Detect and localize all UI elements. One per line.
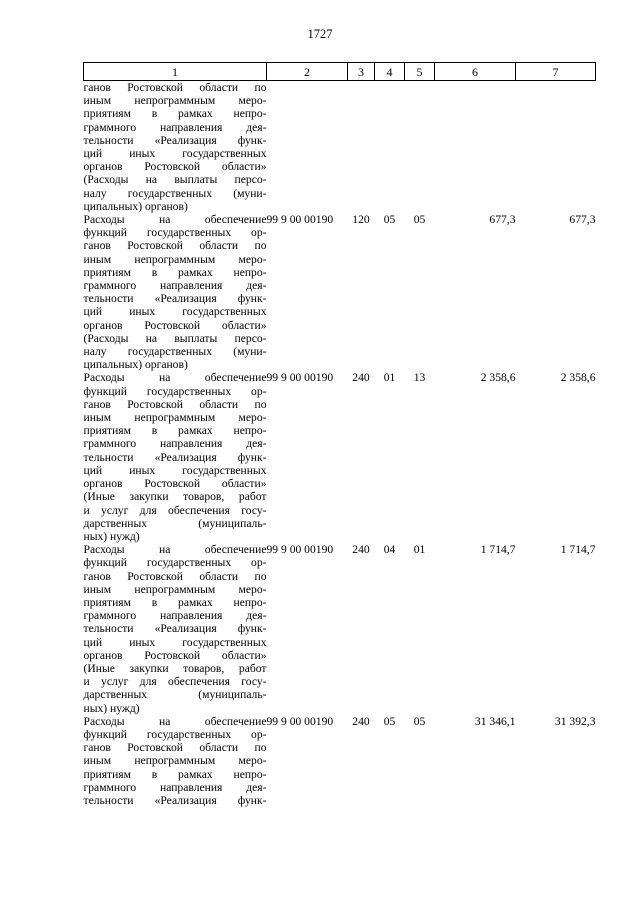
description-line: ных) нужд) bbox=[83, 529, 140, 543]
column-header-6: 6 bbox=[435, 63, 516, 81]
description-line: (Расходы на выплаты персо- bbox=[83, 331, 267, 345]
description-line: иным непрограммным меро- bbox=[83, 411, 267, 425]
column-header-4: 4 bbox=[375, 63, 405, 81]
description-line: Расходы на обеспечение bbox=[83, 714, 267, 728]
amount-year-1 bbox=[435, 81, 516, 214]
section-code: 05 bbox=[383, 213, 396, 227]
row-description bbox=[84, 371, 267, 543]
description-line: приятиям в рамках непро- bbox=[83, 424, 267, 438]
row-description bbox=[84, 81, 267, 214]
description-line: приятиям в рамках непро- bbox=[83, 595, 267, 609]
description-line: ганов Ростовской области по bbox=[83, 239, 267, 253]
description-line: (Расходы на выплаты персо- bbox=[83, 173, 267, 187]
description-line: ных) нужд) bbox=[83, 701, 140, 715]
description-line: граммного направления дея- bbox=[83, 120, 267, 134]
description-line: ций иных государственных bbox=[83, 147, 267, 161]
description-line: функций государственных ор- bbox=[83, 226, 267, 240]
description-line: ганов Ростовской области по bbox=[83, 569, 267, 583]
description-line: органов Ростовской области» bbox=[83, 160, 267, 174]
expense-type-code: 240 bbox=[352, 543, 370, 557]
description-line: ганов Ростовской области по bbox=[83, 81, 267, 94]
section-code: 01 bbox=[383, 371, 396, 385]
description-line: налу государственных (муни- bbox=[83, 186, 267, 200]
description-line: иным непрограммным меро- bbox=[83, 582, 267, 596]
amount-year-2: 31 392,3 bbox=[554, 714, 596, 728]
description-line: ций иных государственных bbox=[83, 463, 267, 477]
target-article-code bbox=[267, 81, 348, 214]
description-line: органов Ростовской области» bbox=[83, 477, 267, 491]
amount-year-1: 1 714,7 bbox=[480, 543, 516, 557]
description-line: приятиям в рамках непро- bbox=[83, 265, 267, 279]
budget-table bbox=[83, 62, 596, 807]
description-line: ций иных государственных bbox=[83, 635, 267, 649]
column-header-3: 3 bbox=[348, 63, 375, 81]
description-line: ципальных) органов) bbox=[83, 358, 188, 372]
row-description bbox=[84, 543, 267, 715]
section-code: 04 bbox=[383, 543, 396, 557]
column-header-2: 2 bbox=[267, 63, 348, 81]
section-code: 05 bbox=[383, 714, 396, 728]
description-line: иным непрограммным меро- bbox=[83, 94, 267, 108]
description-line: приятиям в рамках непро- bbox=[83, 107, 267, 121]
description-line: и услуг для обеспечения госу- bbox=[83, 675, 267, 689]
target-article-code: 99 9 00 00190 bbox=[266, 543, 334, 557]
description-line: граммного направления дея- bbox=[83, 609, 267, 623]
subsection-code: 05 bbox=[413, 213, 426, 227]
subsection-code bbox=[405, 81, 435, 214]
table-row bbox=[84, 213, 596, 371]
amount-year-1: 677,3 bbox=[489, 213, 516, 227]
row-description bbox=[84, 715, 267, 807]
description-line: налу государственных (муни- bbox=[83, 345, 267, 359]
description-line: функций государственных ор- bbox=[83, 384, 267, 398]
amount-year-2: 677,3 bbox=[569, 213, 596, 227]
expense-type-code bbox=[348, 81, 375, 214]
row-description bbox=[84, 213, 267, 371]
description-line: и услуг для обеспечения госу- bbox=[83, 503, 267, 517]
amount-year-1: 31 346,1 bbox=[474, 714, 516, 728]
table-row bbox=[84, 81, 596, 214]
description-line: приятиям в рамках непро- bbox=[83, 767, 267, 781]
table-header-row bbox=[84, 63, 596, 81]
subsection-code: 13 bbox=[413, 371, 426, 385]
description-line: дарственных (муниципаль- bbox=[83, 688, 267, 702]
description-line: граммного направления дея- bbox=[83, 437, 267, 451]
description-line: тельности «Реализация функ- bbox=[83, 450, 267, 464]
description-line: ганов Ростовской области по bbox=[83, 741, 267, 755]
description-line: иным непрограммным меро- bbox=[83, 252, 267, 266]
amount-year-1: 2 358,6 bbox=[480, 371, 516, 385]
description-line: функций государственных ор- bbox=[83, 727, 267, 741]
description-line: Расходы на обеспечение bbox=[83, 213, 267, 227]
table-row bbox=[84, 543, 596, 715]
description-line: (Иные закупки товаров, работ bbox=[83, 661, 267, 675]
description-line: Расходы на обеспечение bbox=[83, 371, 267, 385]
amount-year-2: 1 714,7 bbox=[560, 543, 596, 557]
page-number: 1727 bbox=[307, 27, 333, 41]
description-line: ганов Ростовской области по bbox=[83, 397, 267, 411]
table-row bbox=[84, 715, 596, 807]
description-line: тельности «Реализация функ- bbox=[83, 793, 267, 807]
section-code bbox=[375, 81, 405, 214]
description-line: тельности «Реализация функ- bbox=[83, 292, 267, 306]
description-line: тельности «Реализация функ- bbox=[83, 133, 267, 147]
description-line: граммного направления дея- bbox=[83, 780, 267, 794]
column-header-5: 5 bbox=[405, 63, 435, 81]
subsection-code: 01 bbox=[413, 543, 426, 557]
description-line: ций иных государственных bbox=[83, 305, 267, 319]
description-line: дарственных (муниципаль- bbox=[83, 516, 267, 530]
description-line: органов Ростовской области» bbox=[83, 318, 267, 332]
description-line: тельности «Реализация функ- bbox=[83, 622, 267, 636]
column-header-1: 1 bbox=[84, 63, 267, 81]
description-line: функций государственных ор- bbox=[83, 556, 267, 570]
subsection-code: 05 bbox=[413, 714, 426, 728]
description-line: иным непрограммным меро- bbox=[83, 754, 267, 768]
amount-year-2 bbox=[516, 81, 596, 214]
target-article-code: 99 9 00 00190 bbox=[266, 714, 334, 728]
column-header-7: 7 bbox=[516, 63, 596, 81]
amount-year-2: 2 358,6 bbox=[560, 371, 596, 385]
target-article-code: 99 9 00 00190 bbox=[266, 213, 334, 227]
description-line: органов Ростовской области» bbox=[83, 648, 267, 662]
expense-type-code: 120 bbox=[352, 213, 370, 227]
target-article-code: 99 9 00 00190 bbox=[266, 371, 334, 385]
table-row bbox=[84, 371, 596, 543]
expense-type-code: 240 bbox=[352, 371, 370, 385]
expense-type-code: 240 bbox=[352, 714, 370, 728]
description-line: граммного направления дея- bbox=[83, 279, 267, 293]
description-line: Расходы на обеспечение bbox=[83, 543, 267, 557]
description-line: (Иные закупки товаров, работ bbox=[83, 490, 267, 504]
description-line: ципальных) органов) bbox=[83, 199, 188, 213]
